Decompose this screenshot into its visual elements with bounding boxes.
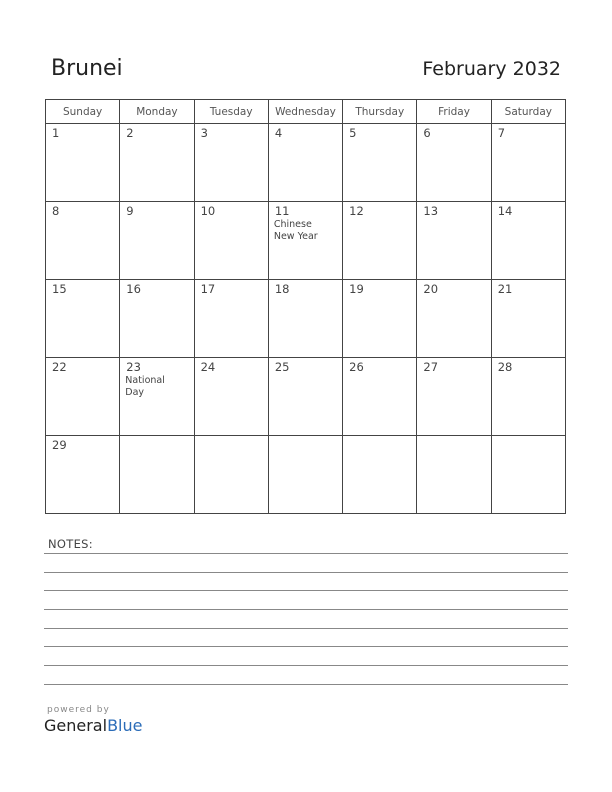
day-cell <box>417 202 491 280</box>
powered-by-text: powered by <box>47 705 110 715</box>
day-cell <box>46 280 120 358</box>
week-row <box>46 280 566 358</box>
day-number: 25 <box>274 360 290 374</box>
day-number: 3 <box>200 126 208 140</box>
note-line <box>44 572 568 573</box>
day-cell <box>120 358 194 436</box>
day-cell <box>343 358 417 436</box>
day-cell <box>194 436 268 514</box>
day-cell <box>194 280 268 358</box>
week-row <box>46 124 566 202</box>
note-line <box>44 609 568 610</box>
week-row <box>46 202 566 280</box>
day-cell <box>417 436 491 514</box>
day-cell <box>120 202 194 280</box>
day-cell <box>120 124 194 202</box>
day-number: 17 <box>200 282 216 296</box>
day-number <box>120 436 193 439</box>
note-line <box>44 553 568 554</box>
holiday-label: National Day <box>125 375 165 398</box>
day-cell <box>417 124 491 202</box>
day-cell <box>343 280 417 358</box>
note-line <box>44 628 568 629</box>
weekday-sunday: Sunday <box>46 100 120 124</box>
day-cell <box>268 124 342 202</box>
weekday-saturday: Saturday <box>491 100 565 124</box>
day-cell <box>194 202 268 280</box>
day-cell <box>120 436 194 514</box>
day-cell <box>268 280 342 358</box>
day-cell <box>268 202 342 280</box>
week-row <box>46 436 566 514</box>
day-number: 13 <box>423 204 439 218</box>
day-cell <box>343 202 417 280</box>
day-cell <box>491 280 565 358</box>
day-number: 20 <box>423 282 439 296</box>
day-number: 12 <box>349 204 364 218</box>
day-cell <box>46 358 120 436</box>
day-number: 18 <box>274 282 290 296</box>
day-number: 7 <box>497 126 506 140</box>
day-number: 4 <box>274 126 283 140</box>
note-line <box>44 646 568 647</box>
weekday-monday: Monday <box>120 100 194 124</box>
day-number: 26 <box>349 360 364 374</box>
day-number: 1 <box>52 126 60 140</box>
day-cell <box>46 202 120 280</box>
day-cell <box>491 124 565 202</box>
day-number: 8 <box>52 204 60 218</box>
day-cell <box>491 202 565 280</box>
calendar-grid <box>45 99 566 514</box>
country-title: Brunei <box>51 56 123 81</box>
day-cell <box>491 358 565 436</box>
day-number: 23 <box>126 360 141 374</box>
day-number: 10 <box>200 204 216 218</box>
day-number: 2 <box>126 126 134 140</box>
day-cell <box>46 436 120 514</box>
day-cell <box>343 436 417 514</box>
month-title: February 2032 <box>422 58 561 80</box>
day-cell <box>343 124 417 202</box>
day-cell <box>194 358 268 436</box>
weekday-tuesday: Tuesday <box>194 100 268 124</box>
weekday-header-row <box>46 100 566 124</box>
weekday-wednesday: Wednesday <box>268 100 342 124</box>
day-cell <box>268 436 342 514</box>
day-number <box>343 436 416 439</box>
day-number: 15 <box>52 282 67 296</box>
day-cell <box>417 280 491 358</box>
generalblue-logo <box>44 716 142 736</box>
note-line <box>44 590 568 591</box>
weekday-friday: Friday <box>417 100 491 124</box>
day-number: 27 <box>423 360 439 374</box>
day-number: 19 <box>349 282 364 296</box>
day-cell <box>46 124 120 202</box>
day-number <box>269 436 342 439</box>
day-number: 14 <box>497 204 513 218</box>
week-row <box>46 358 566 436</box>
notes-label: NOTES: <box>48 537 93 551</box>
day-number: 22 <box>52 360 67 374</box>
note-line <box>44 684 568 685</box>
holiday-label: Chinese New Year <box>273 219 318 242</box>
day-number: 16 <box>126 282 141 296</box>
brand-general: General <box>44 716 108 735</box>
note-line <box>44 665 568 666</box>
day-number: 28 <box>497 360 513 374</box>
day-number: 11 <box>274 204 290 218</box>
day-number: 21 <box>497 282 513 296</box>
weekday-thursday: Thursday <box>343 100 417 124</box>
day-cell <box>491 436 565 514</box>
day-cell <box>120 280 194 358</box>
day-number: 6 <box>423 126 431 140</box>
day-number: 29 <box>52 438 67 452</box>
day-number: 9 <box>126 204 134 218</box>
day-number: 5 <box>349 126 357 140</box>
day-number: 24 <box>200 360 216 374</box>
day-cell <box>194 124 268 202</box>
day-cell <box>268 358 342 436</box>
day-cell <box>417 358 491 436</box>
day-number <box>417 436 490 439</box>
day-number <box>195 436 268 439</box>
brand-blue: Blue <box>107 716 143 735</box>
day-number <box>492 436 565 439</box>
